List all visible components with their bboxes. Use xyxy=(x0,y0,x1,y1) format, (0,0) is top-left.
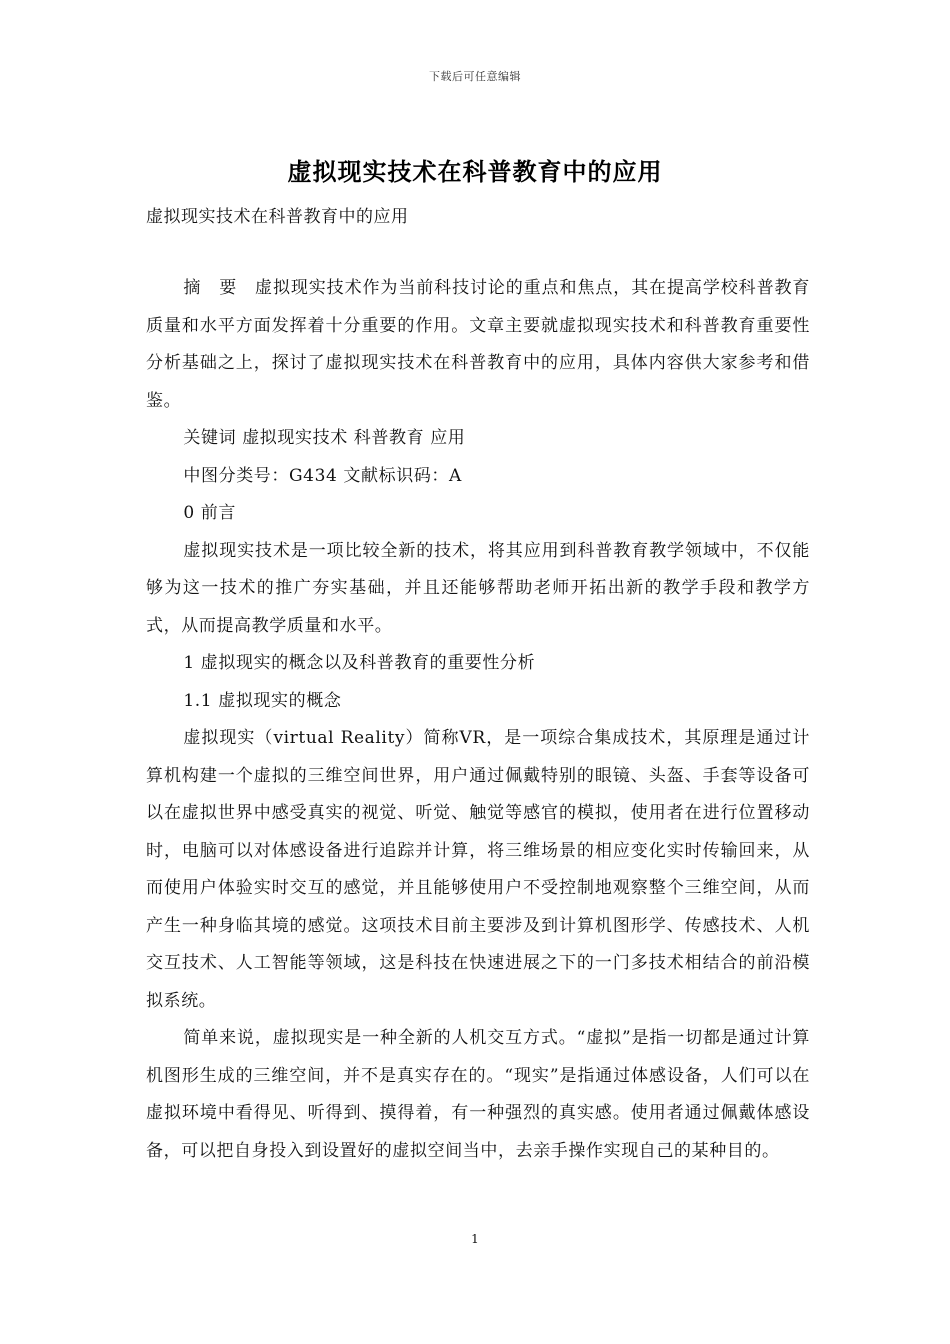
document-title: 虚拟现实技术在科普教育中的应用 xyxy=(287,157,663,186)
keywords-line: 关键词 虚拟现实技术 科普教育 应用 xyxy=(183,428,466,448)
document-subtitle: 虚拟现实技术在科普教育中的应用 xyxy=(146,207,409,227)
section-heading-1-1: 1.1 虚拟现实的概念 xyxy=(183,690,342,711)
preface-paragraph: 虚拟现实技术是一项比较全新的技术，将其应用到科普教育教学领域中，不仅能够为这一技术的推广夯实基础，并且还能够帮助老师开拓出新的教学手段和教学方式，从而提高教学质量和水平。 xyxy=(146,540,810,636)
section-heading-preface: 0 前言 xyxy=(183,503,237,523)
vr-concept-paragraph: 虚拟现实（virtual Reality）简称VR，是一项综合集成技术，其原理是通过计算机构建一个虚拟的三维空间世界，用户通过佩戴特别的眼镜、头盔、手套等设备可以在虚拟世界中感受真实的视觉、听觉、触觉等感官的模拟，使用者在进行位置移动时，电脑可以对体感设备进行追踪并计算，将三维场景的相应变化实时传输回来，从而使用户体验实时交互的感觉，并且能够使用户不受控制地观察整个三维空间，从而产生一种身临其境的感觉。这项技术目前主要涉及到计算机图形学、传感技术、人机交互技术、人工智能等领域，这是科技在快速进展之下的一门多技术相结合的前沿模拟系统。 xyxy=(146,728,810,1011)
header-note: 下载后可任意编辑 xyxy=(429,70,521,83)
page-number: 1 xyxy=(471,1232,479,1246)
vr-summary-paragraph: 简单来说，虚拟现实是一种全新的人机交互方式。“虚拟”是指一切都是通过计算机图形生成的三维空间，并不是真实存在的。“现实”是指通过体感设备，人们可以在虚拟环境中看得见、听得到、摸得着，有一种强烈的真实感。使用者通过佩戴体感设备，可以把自身投入到设置好的虚拟空间当中，去亲手操作实现自己的某种目的。 xyxy=(146,1028,810,1161)
abstract-paragraph: 摘 要 虚拟现实技术作为当前科技讨论的重点和焦点，其在提高学校科普教育质量和水平方面发挥着十分重要的作用。文章主要就虚拟现实技术和科普教育重要性分析基础之上，探讨了虚拟现实技术在科普教育中的应用，具体内容供大家参考和借鉴。 xyxy=(146,278,810,411)
classification-line: 中图分类号：G434 文献标识码：A xyxy=(183,465,462,486)
section-heading-1: 1 虚拟现实的概念以及科普教育的重要性分析 xyxy=(183,653,536,673)
document-body xyxy=(146,270,810,1170)
